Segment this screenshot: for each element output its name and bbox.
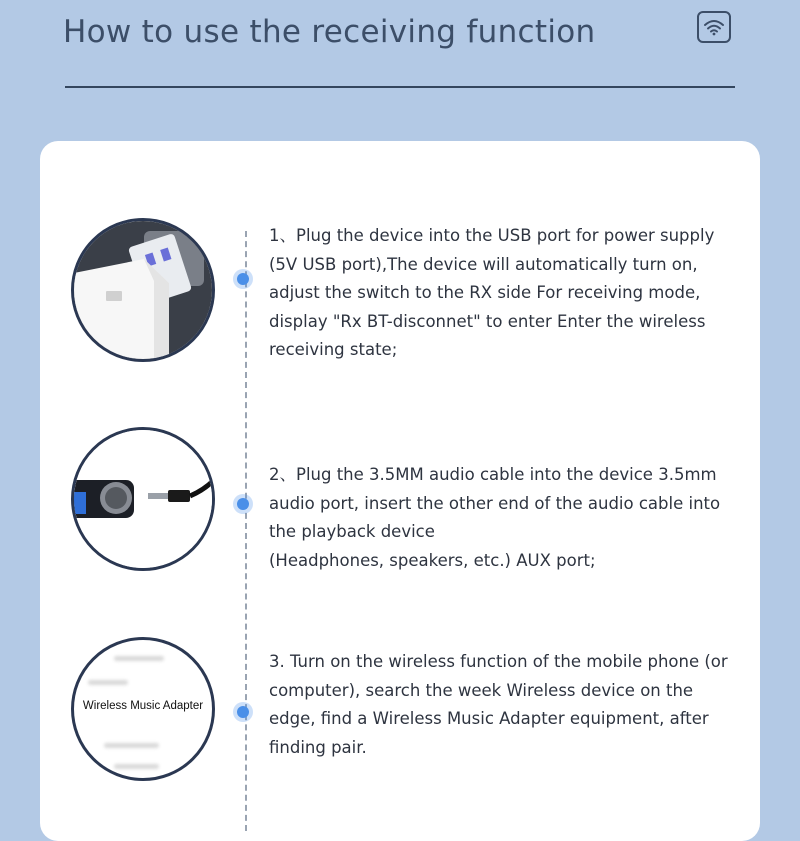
step-3-text: 3. Turn on the wireless function of the mobile phone (or computer), search the week Wireless device on the edge, find a Wireless Music Adapter equipment, after finding pair. bbox=[269, 652, 728, 757]
audio-jack-icon bbox=[74, 430, 212, 568]
step-2-text: 2、Plug the 3.5MM audio cable into the device 3.5mm audio port, insert the other end of the audio cable into the playback device (Headphones, speakers, etc.) AUX port; bbox=[269, 465, 721, 570]
step-1-text: 1、Plug the device into the USB port for power supply (5V USB port),The device will automatically turn on, adjust the switch to the RX side For receiving mode, display "Rx BT-disconnet" to enter Enter the wireless receiving state; bbox=[269, 226, 715, 359]
usb-charger-icon bbox=[74, 221, 212, 359]
step-1-image bbox=[71, 218, 215, 362]
instruction-card bbox=[40, 141, 760, 841]
device-name-label: Wireless Music Adapter bbox=[82, 700, 204, 712]
step-2-marker bbox=[237, 498, 249, 510]
device-list-icon bbox=[74, 640, 212, 778]
step-1-marker bbox=[237, 273, 249, 285]
step-3-marker bbox=[237, 706, 249, 718]
step-3-image bbox=[71, 637, 215, 781]
timeline bbox=[245, 231, 247, 831]
step-2-image bbox=[71, 427, 215, 571]
wifi-icon bbox=[703, 18, 725, 36]
page-title: How to use the receiving function bbox=[63, 14, 596, 50]
wifi-button[interactable] bbox=[697, 11, 731, 43]
title-divider bbox=[65, 86, 735, 88]
